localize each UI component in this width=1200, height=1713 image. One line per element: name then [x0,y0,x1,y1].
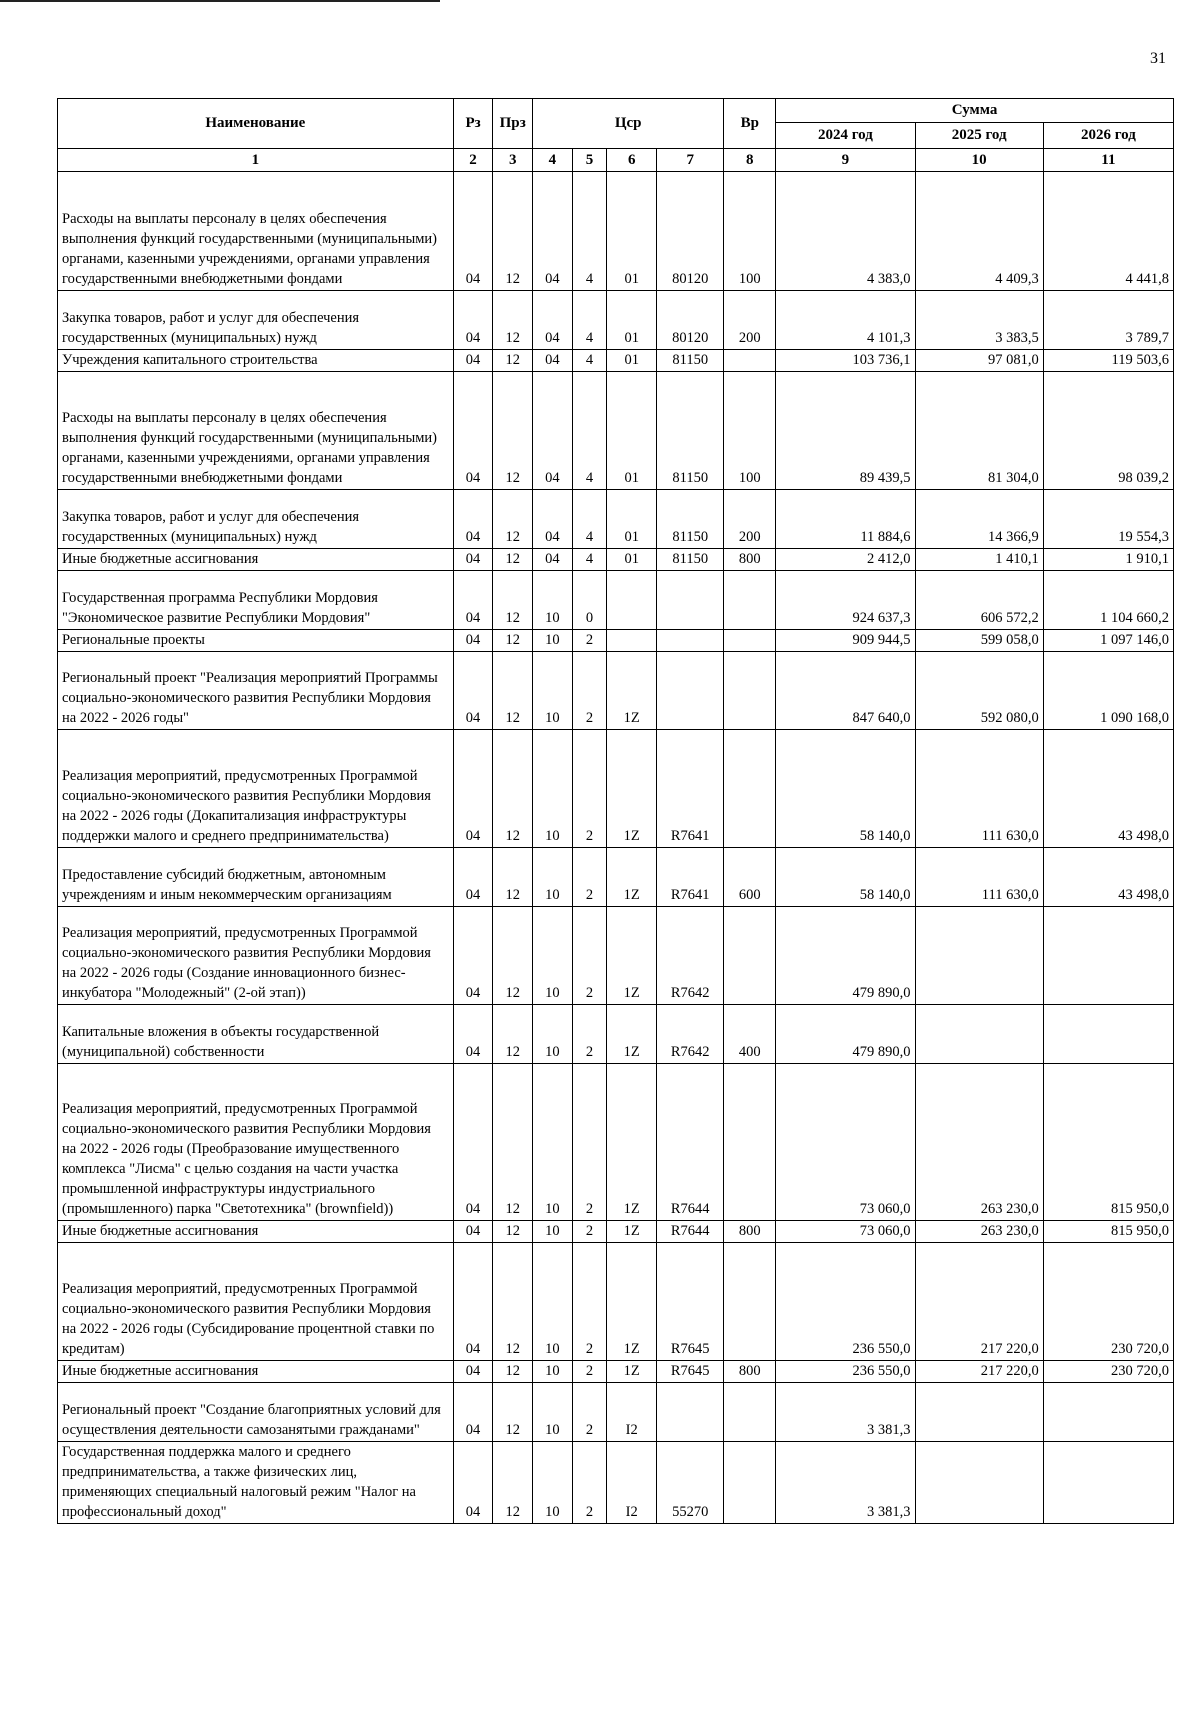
row-csr-3 [607,571,657,630]
row-vr: 100 [724,372,776,490]
table-row [58,1243,1174,1361]
column-number: 7 [657,149,724,172]
row-csr-3: 1Z [607,652,657,730]
row-csr-4 [657,571,724,630]
row-name: Региональные проекты [58,630,454,652]
row-vr [724,1442,776,1524]
row-sum-2024: 479 890,0 [776,1005,915,1064]
row-vr: 200 [724,490,776,549]
row-sum-2024: 103 736,1 [776,350,915,372]
row-sum-2024: 236 550,0 [776,1243,915,1361]
row-csr-3: I2 [607,1383,657,1442]
col-header-sum: Сумма [776,99,1174,123]
row-name: Реализация мероприятий, предусмотренных Программой социально-экономического развития Республики Мордовия на 2022 - 2026 годы (Субсидирование процентной ставки по кредитам) [58,1243,454,1361]
column-number: 5 [572,149,607,172]
row-prz: 12 [493,1383,533,1442]
row-csr-4: R7641 [657,848,724,907]
row-csr-4 [657,630,724,652]
row-sum-2025 [915,1005,1043,1064]
row-vr: 800 [724,1221,776,1243]
row-name: Закупка товаров, работ и услуг для обеспечения государственных (муниципальных) нужд [58,490,454,549]
row-csr-1: 10 [533,1243,573,1361]
row-vr [724,1383,776,1442]
row-sum-2024: 479 890,0 [776,907,915,1005]
row-name: Закупка товаров, работ и услуг для обеспечения государственных (муниципальных) нужд [58,291,454,350]
row-csr-2: 4 [572,291,607,350]
row-csr-3: 01 [607,490,657,549]
row-name: Реализация мероприятий, предусмотренных Программой социально-экономического развития Республики Мордовия на 2022 - 2026 годы (Преобразование имущественного комплекса "Лисма" с целью создания на части участка промышленной инфраструктуры индустриального (промышленного) парка "Светотехника" (brownfield)) [58,1064,454,1221]
row-csr-2: 2 [572,730,607,848]
column-number: 9 [776,149,915,172]
col-header-2026: 2026 год [1043,123,1173,149]
row-csr-1: 04 [533,172,573,291]
row-vr [724,730,776,848]
row-rz: 04 [453,571,493,630]
column-number: 1 [58,149,454,172]
table-row [58,1361,1174,1383]
row-name: Региональный проект "Создание благоприятных условий для осуществления деятельности самозанятыми гражданами" [58,1383,454,1442]
row-csr-3: I2 [607,1442,657,1524]
column-number: 8 [724,149,776,172]
row-sum-2026: 1 104 660,2 [1043,571,1173,630]
row-csr-4: R7645 [657,1243,724,1361]
row-sum-2025: 97 081,0 [915,350,1043,372]
row-prz: 12 [493,1243,533,1361]
row-name: Учреждения капитального строительства [58,350,454,372]
row-rz: 04 [453,549,493,571]
row-prz: 12 [493,1442,533,1524]
row-csr-4: 81150 [657,372,724,490]
row-csr-4: R7642 [657,907,724,1005]
row-sum-2025: 3 383,5 [915,291,1043,350]
row-csr-2: 2 [572,1243,607,1361]
table-row [58,291,1174,350]
row-sum-2024: 3 381,3 [776,1383,915,1442]
row-vr [724,1243,776,1361]
row-name: Капитальные вложения в объекты государственной (муниципальной) собственности [58,1005,454,1064]
row-csr-1: 04 [533,372,573,490]
row-csr-1: 10 [533,1361,573,1383]
row-sum-2025: 217 220,0 [915,1361,1043,1383]
row-csr-2: 4 [572,490,607,549]
row-csr-4: 81150 [657,549,724,571]
table-row [58,172,1174,291]
row-csr-1: 10 [533,571,573,630]
row-sum-2025: 592 080,0 [915,652,1043,730]
row-sum-2026: 43 498,0 [1043,730,1173,848]
row-sum-2026: 1 910,1 [1043,549,1173,571]
row-rz: 04 [453,1064,493,1221]
row-rz: 04 [453,372,493,490]
row-csr-1: 04 [533,549,573,571]
row-sum-2024: 2 412,0 [776,549,915,571]
row-sum-2024: 89 439,5 [776,372,915,490]
row-prz: 12 [493,350,533,372]
table-row [58,372,1174,490]
row-csr-4: R7642 [657,1005,724,1064]
row-name: Государственная поддержка малого и среднего предпринимательства, а также физических лиц, применяющих специальный налоговый режим "Налог на профессиональный доход" [58,1442,454,1524]
row-csr-2: 2 [572,630,607,652]
row-prz: 12 [493,291,533,350]
col-header-name: Наименование [58,99,454,149]
row-sum-2026 [1043,907,1173,1005]
row-csr-2: 2 [572,1361,607,1383]
row-prz: 12 [493,652,533,730]
row-prz: 12 [493,907,533,1005]
row-sum-2025 [915,1442,1043,1524]
row-csr-4: 80120 [657,291,724,350]
row-csr-1: 10 [533,730,573,848]
row-rz: 04 [453,172,493,291]
row-name: Расходы на выплаты персоналу в целях обеспечения выполнения функций государственными (муниципальными) органами, казенными учреждениями, органами управления государственными внебюджетными фондами [58,172,454,291]
row-sum-2024: 73 060,0 [776,1064,915,1221]
row-vr [724,571,776,630]
table-row [58,630,1174,652]
row-csr-1: 04 [533,350,573,372]
row-csr-4: 81150 [657,490,724,549]
col-header-2024: 2024 год [776,123,915,149]
row-sum-2026: 815 950,0 [1043,1064,1173,1221]
row-prz: 12 [493,1221,533,1243]
table-row [58,1442,1174,1524]
column-number: 2 [453,149,493,172]
row-sum-2026: 4 441,8 [1043,172,1173,291]
row-name: Региональный проект "Реализация мероприятий Программы социально-экономического развития Республики Мордовия на 2022 - 2026 годы" [58,652,454,730]
row-csr-4: 80120 [657,172,724,291]
row-prz: 12 [493,1064,533,1221]
row-csr-3: 01 [607,291,657,350]
row-sum-2024: 909 944,5 [776,630,915,652]
column-number-row [58,149,1174,172]
row-prz: 12 [493,1361,533,1383]
row-rz: 04 [453,730,493,848]
row-sum-2025: 4 409,3 [915,172,1043,291]
page-number: 31 [1150,50,1166,67]
table-row [58,1005,1174,1064]
row-csr-3: 1Z [607,907,657,1005]
row-prz: 12 [493,1005,533,1064]
row-vr: 400 [724,1005,776,1064]
row-csr-1: 10 [533,1383,573,1442]
row-sum-2024: 73 060,0 [776,1221,915,1243]
row-sum-2025 [915,1383,1043,1442]
row-csr-2: 2 [572,1383,607,1442]
row-sum-2025: 111 630,0 [915,848,1043,907]
table-row [58,848,1174,907]
row-sum-2024: 4 101,3 [776,291,915,350]
row-vr [724,630,776,652]
row-sum-2026: 1 090 168,0 [1043,652,1173,730]
row-rz: 04 [453,1383,493,1442]
row-rz: 04 [453,1361,493,1383]
row-csr-1: 10 [533,907,573,1005]
row-csr-4: 81150 [657,350,724,372]
row-vr: 800 [724,549,776,571]
row-sum-2025: 81 304,0 [915,372,1043,490]
row-sum-2025: 111 630,0 [915,730,1043,848]
row-prz: 12 [493,730,533,848]
row-csr-1: 04 [533,291,573,350]
row-name: Иные бюджетные ассигнования [58,549,454,571]
row-name: Иные бюджетные ассигнования [58,1221,454,1243]
row-rz: 04 [453,1005,493,1064]
row-sum-2026: 230 720,0 [1043,1243,1173,1361]
row-csr-3: 1Z [607,1064,657,1221]
row-csr-2: 4 [572,372,607,490]
row-sum-2026: 815 950,0 [1043,1221,1173,1243]
row-csr-3: 1Z [607,730,657,848]
row-vr: 200 [724,291,776,350]
table-body [58,172,1174,1524]
row-csr-2: 2 [572,1221,607,1243]
table-row [58,350,1174,372]
row-sum-2026: 230 720,0 [1043,1361,1173,1383]
col-header-csr: Цср [533,99,724,149]
table-row [58,549,1174,571]
row-csr-3: 1Z [607,1221,657,1243]
row-vr [724,1064,776,1221]
column-number: 6 [607,149,657,172]
row-sum-2024: 11 884,6 [776,490,915,549]
row-sum-2026: 3 789,7 [1043,291,1173,350]
col-header-2025: 2025 год [915,123,1043,149]
row-name: Иные бюджетные ассигнования [58,1361,454,1383]
table-row [58,1064,1174,1221]
row-prz: 12 [493,372,533,490]
row-sum-2026 [1043,1442,1173,1524]
column-number: 10 [915,149,1043,172]
row-vr [724,652,776,730]
row-sum-2026: 19 554,3 [1043,490,1173,549]
column-number: 3 [493,149,533,172]
row-csr-4: R7641 [657,730,724,848]
row-sum-2026 [1043,1383,1173,1442]
row-csr-3: 01 [607,549,657,571]
row-csr-2: 4 [572,350,607,372]
row-name: Реализация мероприятий, предусмотренных Программой социально-экономического развития Республики Мордовия на 2022 - 2026 годы (Создание инновационного бизнес-инкубатора "Молодежный" (2-ой этап)) [58,907,454,1005]
row-sum-2024: 847 640,0 [776,652,915,730]
row-rz: 04 [453,630,493,652]
table-row [58,1383,1174,1442]
row-csr-2: 4 [572,549,607,571]
row-csr-3: 01 [607,372,657,490]
top-scan-rule [0,0,440,2]
row-csr-3: 1Z [607,1243,657,1361]
row-sum-2026: 1 097 146,0 [1043,630,1173,652]
row-sum-2024: 4 383,0 [776,172,915,291]
table-row [58,490,1174,549]
row-prz: 12 [493,571,533,630]
row-vr: 800 [724,1361,776,1383]
row-csr-2: 2 [572,1064,607,1221]
row-rz: 04 [453,848,493,907]
row-csr-1: 04 [533,490,573,549]
row-csr-2: 4 [572,172,607,291]
row-csr-1: 10 [533,652,573,730]
table-row [58,907,1174,1005]
row-csr-1: 10 [533,1005,573,1064]
row-rz: 04 [453,1243,493,1361]
col-header-prz: Прз [493,99,533,149]
row-csr-1: 10 [533,630,573,652]
row-csr-4 [657,1383,724,1442]
row-name: Расходы на выплаты персоналу в целях обеспечения выполнения функций государственными (муниципальными) органами, казенными учреждениями, органами управления государственными внебюджетными фондами [58,372,454,490]
row-csr-3: 01 [607,350,657,372]
row-sum-2024: 3 381,3 [776,1442,915,1524]
row-csr-2: 2 [572,1442,607,1524]
row-csr-1: 10 [533,1064,573,1221]
row-csr-3: 1Z [607,848,657,907]
row-csr-1: 10 [533,848,573,907]
column-number: 11 [1043,149,1173,172]
row-sum-2026 [1043,1005,1173,1064]
table-row [58,652,1174,730]
row-csr-4: 55270 [657,1442,724,1524]
row-sum-2026: 98 039,2 [1043,372,1173,490]
row-sum-2025: 263 230,0 [915,1221,1043,1243]
row-csr-2: 2 [572,1005,607,1064]
row-csr-3 [607,630,657,652]
row-sum-2026: 119 503,6 [1043,350,1173,372]
row-csr-3: 1Z [607,1005,657,1064]
row-csr-2: 2 [572,652,607,730]
row-sum-2024: 236 550,0 [776,1361,915,1383]
row-vr: 600 [724,848,776,907]
row-prz: 12 [493,549,533,571]
row-rz: 04 [453,1221,493,1243]
row-rz: 04 [453,350,493,372]
row-prz: 12 [493,630,533,652]
row-sum-2026: 43 498,0 [1043,848,1173,907]
col-header-rz: Рз [453,99,493,149]
row-vr: 100 [724,172,776,291]
row-csr-4 [657,652,724,730]
row-sum-2025: 263 230,0 [915,1064,1043,1221]
row-sum-2025: 606 572,2 [915,571,1043,630]
row-prz: 12 [493,490,533,549]
row-csr-4: R7644 [657,1221,724,1243]
row-rz: 04 [453,1442,493,1524]
table-row [58,1221,1174,1243]
row-csr-1: 10 [533,1442,573,1524]
row-sum-2025: 599 058,0 [915,630,1043,652]
row-prz: 12 [493,848,533,907]
row-vr [724,350,776,372]
row-csr-2: 0 [572,571,607,630]
row-sum-2025: 14 366,9 [915,490,1043,549]
row-csr-3: 01 [607,172,657,291]
column-number: 4 [533,149,573,172]
row-prz: 12 [493,172,533,291]
table-row [58,730,1174,848]
row-rz: 04 [453,652,493,730]
row-name: Предоставление субсидий бюджетным, автономным учреждениям и иным некоммерческим организациям [58,848,454,907]
row-rz: 04 [453,291,493,350]
row-sum-2024: 58 140,0 [776,730,915,848]
row-name: Реализация мероприятий, предусмотренных Программой социально-экономического развития Республики Мордовия на 2022 - 2026 годы (Докапитализация инфраструктуры поддержки малого и среднего предпринимательства) [58,730,454,848]
row-sum-2025 [915,907,1043,1005]
row-csr-3: 1Z [607,1361,657,1383]
row-sum-2025: 217 220,0 [915,1243,1043,1361]
row-sum-2024: 58 140,0 [776,848,915,907]
budget-table [57,98,1174,1524]
row-csr-4: R7644 [657,1064,724,1221]
row-sum-2025: 1 410,1 [915,549,1043,571]
col-header-vr: Вр [724,99,776,149]
row-vr [724,907,776,1005]
row-rz: 04 [453,490,493,549]
row-csr-4: R7645 [657,1361,724,1383]
row-csr-1: 10 [533,1221,573,1243]
row-rz: 04 [453,907,493,1005]
table-row [58,571,1174,630]
row-csr-2: 2 [572,848,607,907]
row-csr-2: 2 [572,907,607,1005]
row-name: Государственная программа Республики Мордовия "Экономическое развитие Республики Мордовия" [58,571,454,630]
row-sum-2024: 924 637,3 [776,571,915,630]
